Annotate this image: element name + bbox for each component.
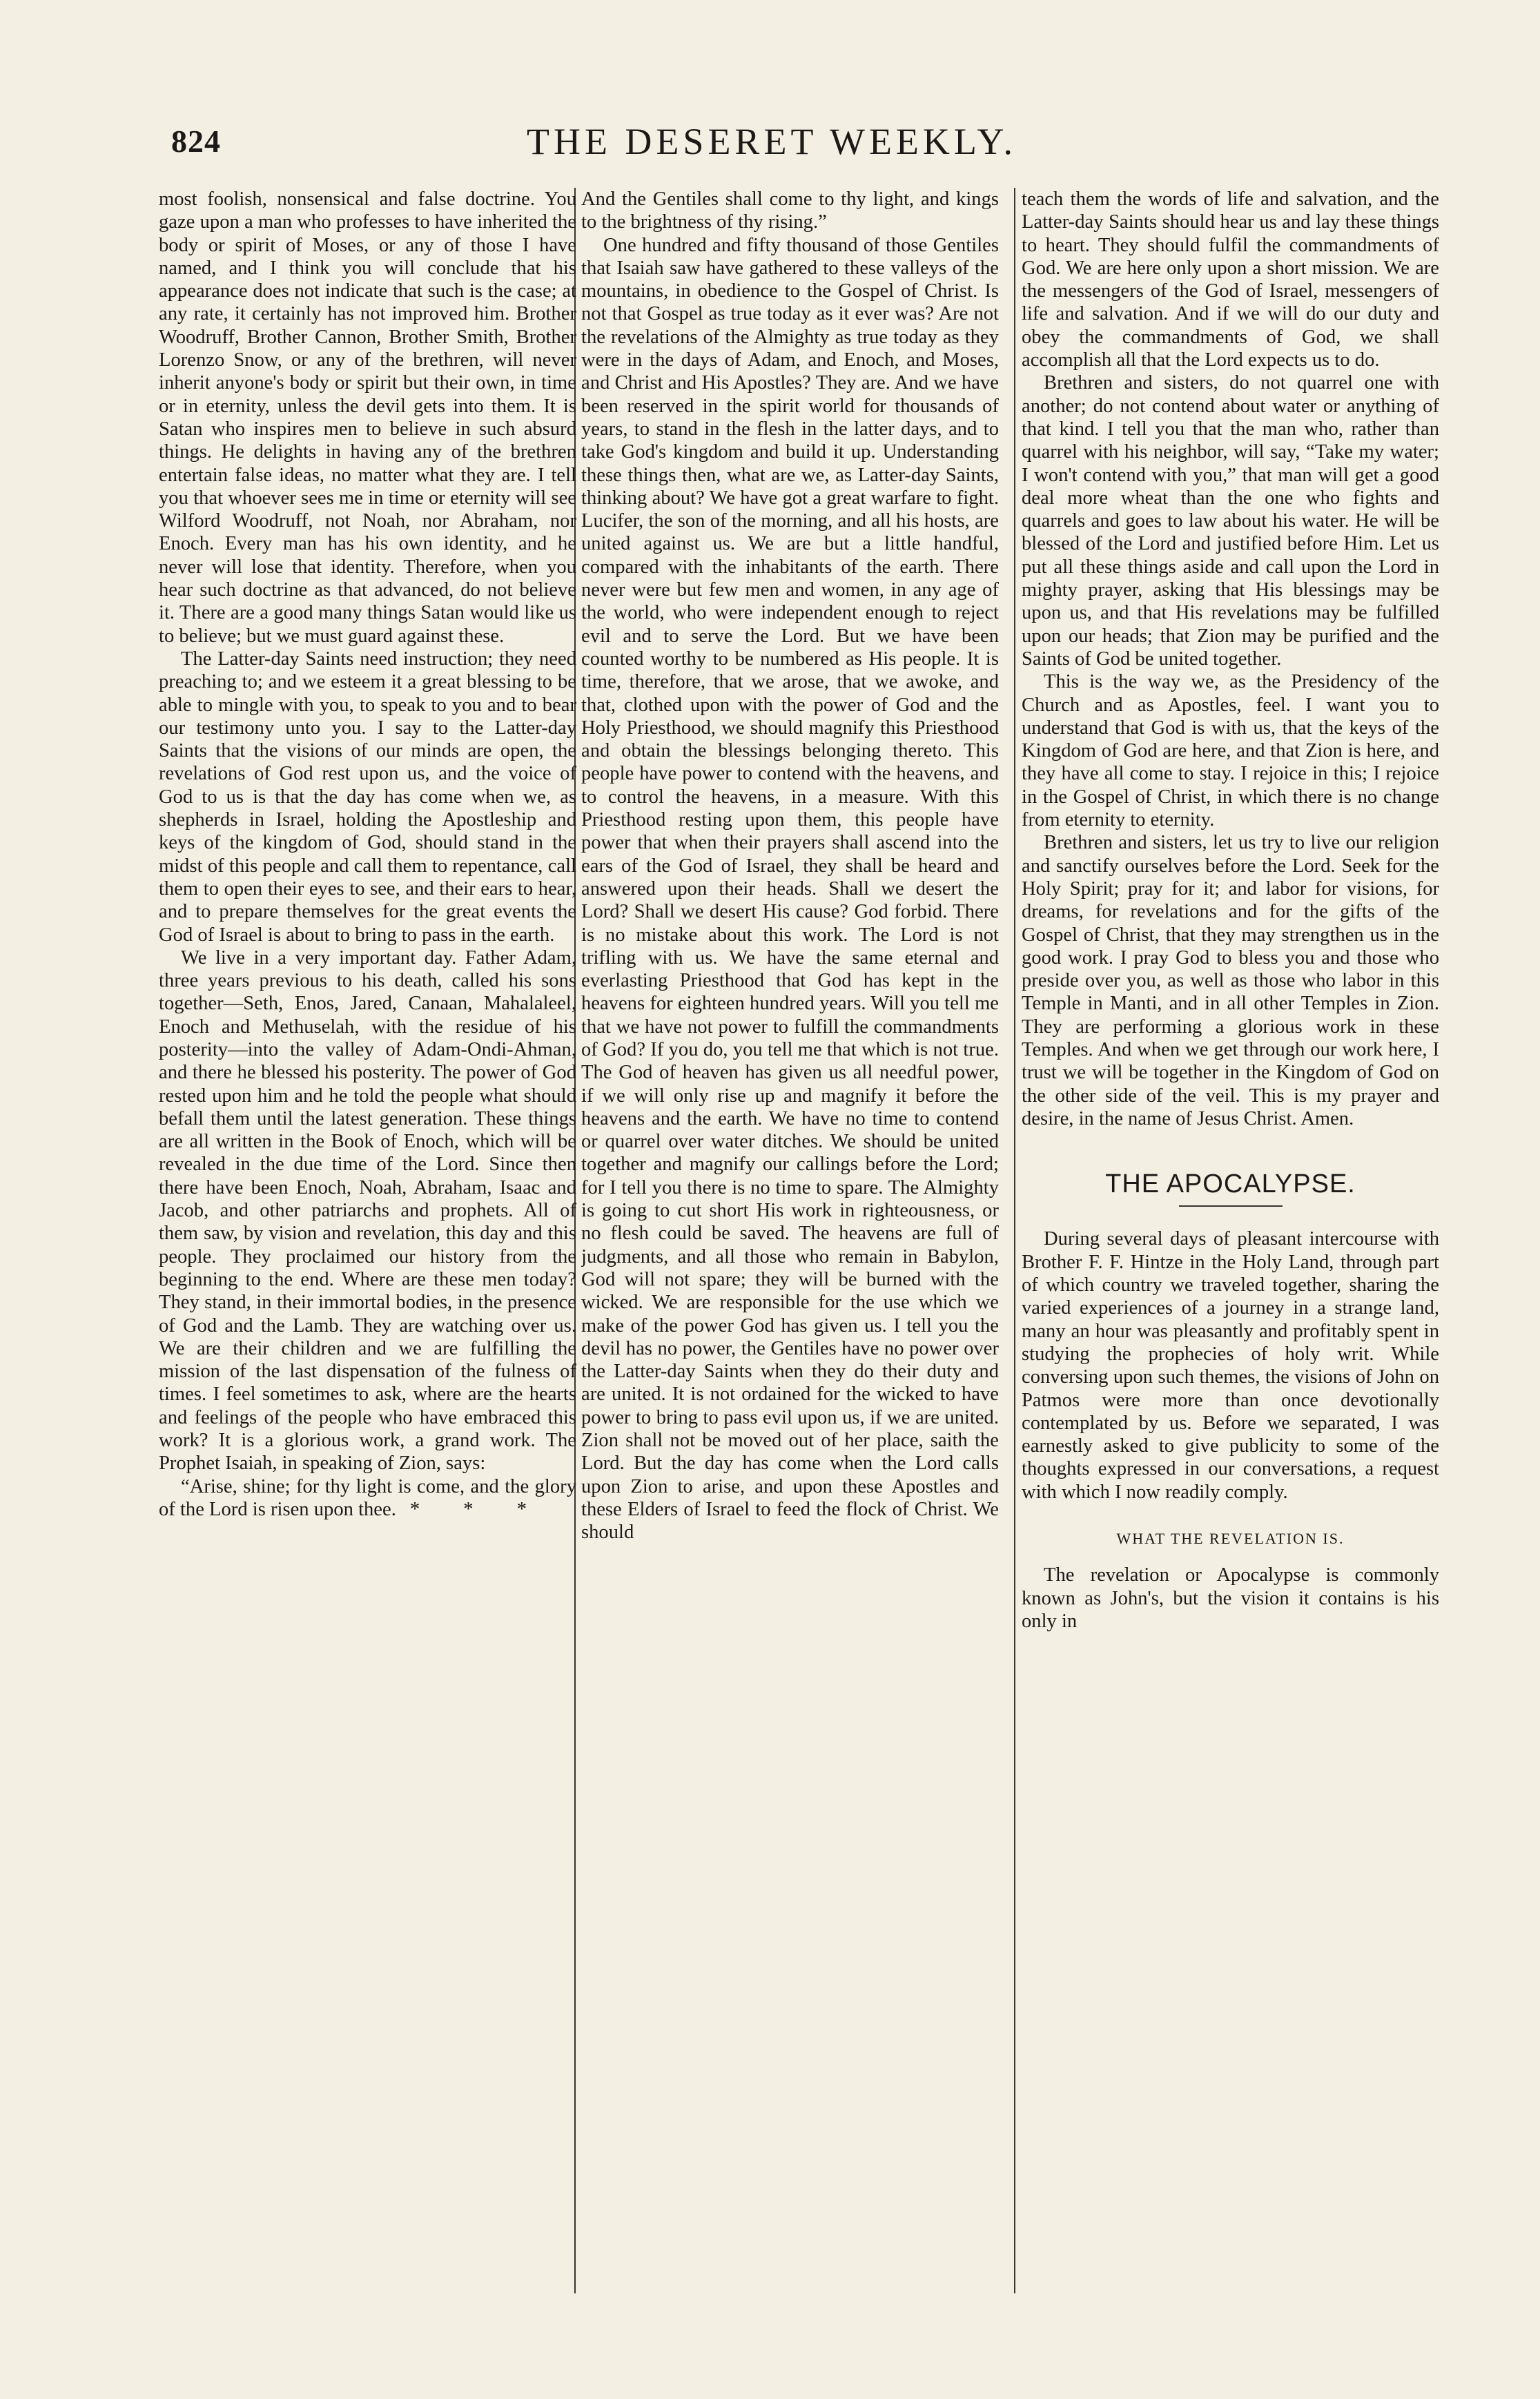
paragraph — [159, 1475, 576, 1522]
paragraph: most foolish, nonsensical and false doctrine. You gaze upon a man who professes to have inherited the body or spirit of Moses, or any of those I have named, and I think you will conclude that his appearance does not indicate that such is the case; at any rate, it certainly has not improved him. Brother Woodruff, Brother Cannon, Brother Smith, Brother Lorenzo Snow, or any of the brethren, will never inherit anyone's body or spirit but their own, in time or in eternity, unless the devil gets into them. It is Satan who inspires men to believe in such absurd things. He delights in having any of the brethren entertain false ideas, no matter what they are. I tell you that whoever sees me in time or eternity will see Wilford Woodruff, not Noah, nor Abraham, nor Enoch. Every man has his own identity, and he never will lose that identity. Therefore, when you hear such doctrine as that advanced, do not believe it. There are a good many things Satan would like us to believe; but we must guard against these. — [159, 188, 576, 647]
ellipsis-stars: * * * — [409, 1498, 547, 1520]
subheading: WHAT THE REVELATION IS. — [1116, 1530, 1345, 1548]
paragraph: Brethren and sisters, let us try to live our religion and sanctify ourselves before the Lord. Seek for the Holy Spirit; pray for it; and labor for visions, for dreams, for revelations and for the gifts of the Gospel of Christ, that they may strengthen us in the good work. I pray God to bless you and those who preside over you, as well as those who labor in this Temple in Manti, and in all other Temples in Zion. They are performing a glorious work in these Temples. And when we get through our work here, I trust we will be together in the Kingdom of God on the other side of the veil. This is my prayer and desire, in the name of Jesus Christ. Amen. — [1022, 832, 1439, 1129]
paragraph: We live in a very important day. Father Adam, three years previous to his death, called his sons together—Seth, Enos, Jared, Canaan, Mahalaleel, Enoch and Methuselah, with the residue of his posterity—into the valley of Adam-Ondi-Ahman, and there he blessed his posterity. The power of God rested upon him and he told the people what should befall them until the latest generation. These things are all written in the Book of Enoch, which will be revealed in the due time of the Lord. Since then there have been Enoch, Noah, Abraham, Isaac and Jacob, and other patriarchs and prophets. All of them saw, by vision and revelation, this day and this people. They proclaimed our history from the beginning to the end. Where are these men today? They stand, in their immortal bodies, in the presence of God and the Lamb. They are watching over us. We are their children and we are fulfilling the mission of the last dispensation of the fulness of times. I feel sometimes to ask, where are the hearts and feelings of the people who have embraced this work? It is a glorious work, a grand work. The Prophet Isaiah, in speaking of Zion, says: — [159, 946, 576, 1475]
column-2 — [581, 188, 999, 2314]
heading-rule — [1179, 1205, 1283, 1207]
column-3 — [1022, 188, 1439, 2314]
quotation: “Arise, shine; for thy light is come, and the glory of the Lord is risen upon thee. — [159, 1475, 576, 1520]
page-header — [171, 116, 1372, 171]
paragraph: One hundred and fifty thousand of those Gentiles that Isaiah saw have gathered to these valleys of the mountains, in obedience to the Gospel of Christ. Is not that Gospel as true today as it ever was? Are not the revelations of the Almighty as true today as they were in the days of Adam, and Enoch, and Moses, and Christ and His Apostles? They are. And we have been reserved in the spirit world for thousands of years, to stand in the flesh in the latter days, and to take God's kingdom and build it up. Understanding these things then, what are we, as Latter-day Saints, thinking about? We have got a great warfare to fight. Lucifer, the son of the morning, and all his hosts, are united against us. We are but a little handful, compared with the inhabitants of the earth. There never were but few men and women, in any age of the world, who were independent enough to reject evil and to serve the Lord. But we have been counted worthy to be numbered as His people. It is time, therefore, that we arose, that we awoke, and that, clothed upon with the power of God and the Holy Priesthood, we should magnify this Priesthood and obtain the blessings belonging thereto. This people have power to contend with the heavens, and to control the heavens, in a measure. With this Priesthood resting upon them, this people have power that when their prayers shall ascend into the ears of the God of Israel, they shall be heard and answered upon their heads. Shall we desert the Lord? Shall we desert His cause? God forbid. There is no mistake about this work. The Lord is not trifling with us. We have the same eternal and everlasting Priesthood that God has kept in the heavens for eighteen hundred years. Will you tell me that we have not power to fulfill the commandments of God? If you do, you tell me that which is not true. The God of heaven has given us all needful power, if we will only rise up and magnify it before the heavens and the earth. We have no time to contend or quarrel over water ditches. We should be united together and magnify our callings before the Lord; for I tell you there is no time to spare. The Almighty is going to cut short His work in righteousness, or no flesh could be saved. The heavens are full of judgments, and all those who remain in Babylon, God will not spare; they will be burned with the wicked. We are responsible for the use which we make of the power God has given us. I tell you the devil has no power, the Gentiles have no power over the Latter-day Saints when they do their duty and are united. It is not ordained for the wicked to have power to bring to pass evil upon us, if we are united. Zion shall not be moved out of her place, saith the Lord. But the day has come when the Lord calls upon Zion to arise, and upon these Apostles and these Elders of Israel to feed the flock of Christ. We should — [581, 234, 999, 1544]
paragraph: The revelation or Apocalypse is commonly known as John's, but the vision it contains is his only in — [1022, 1564, 1439, 1632]
column-1 — [159, 188, 576, 2314]
paragraph: During several days of pleasant intercourse with Brother F. F. Hintze in the Holy Land, through part of which country we traveled together, sharing the varied experiences of a journey in a strange land, many an hour was pleasantly and profitably spent in studying the prophecies of holy writ. While conversing upon such themes, the visions of John on Patmos were more than once devotionally contemplated by us. Before we separated, I was earnestly asked to give publicity to some of the thoughts expressed in our conversations, a request with which I now readily comply. — [1022, 1228, 1439, 1503]
paragraph: The Latter-day Saints need instruction; they need preaching to; and we esteem it a great blessing to be able to mingle with you, to speak to you and to bear our testimony unto you. I say to the Latter-day Saints that the visions of our minds are open, the revelations of God rest upon us, and the voice of God to us is that the day has come when we, as shepherds in Israel, holding the Apostleship and keys of the kingdom of God, should stand in the midst of this people and call them to repentance, call them to open their eyes to see, and their ears to hear, and to prepare themselves for the great events the God of Israel is about to bring to pass in the earth. — [159, 648, 576, 946]
paragraph: Brethren and sisters, do not quarrel one with another; do not contend about water or anything of that kind. I tell you that the man who, rather than quarrel with his neighbor, will say, “Take my water; I won't contend with you,” that man will get a good deal more wheat than the one who fights and quarrels and goes to law about his water. He will be blessed of the Lord and justified before Him. Let us put all these things aside and call upon the Lord in mighty prayer, asking that His blessings may be upon us, and that His revelations may be fulfilled upon our heads; that Zion may be purified and the Saints of God be united together. — [1022, 372, 1439, 670]
running-title: THE DESERET WEEKLY. — [526, 121, 1017, 162]
paragraph: This is the way we, as the Presidency of the Church and as Apostles, feel. I want you to understand that God is with us, that the keys of the Kingdom of God are here, and that Zion is here, and they have all come to stay. I rejoice in this; I rejoice in the Gospel of Christ, in which there is no change from eternity to eternity. — [1022, 671, 1439, 831]
paragraph: teach them the words of life and salvation, and the Latter-day Saints should hear us and lay these things to heart. They should fulfil the commandments of God. We are here only upon a short mission. We are the messengers of the God of Israel, messengers of life and salvation. And if we will do our duty and obey the commandments of God, we shall accomplish all that the Lord expects us to do. — [1022, 188, 1439, 371]
column-divider — [1014, 188, 1015, 2293]
article-heading: THE APOCALYPSE. — [1105, 1169, 1356, 1199]
page-number: 824 — [171, 124, 221, 159]
paragraph: And the Gentiles shall come to thy light, and kings to the brightness of thy rising.” — [581, 188, 999, 233]
